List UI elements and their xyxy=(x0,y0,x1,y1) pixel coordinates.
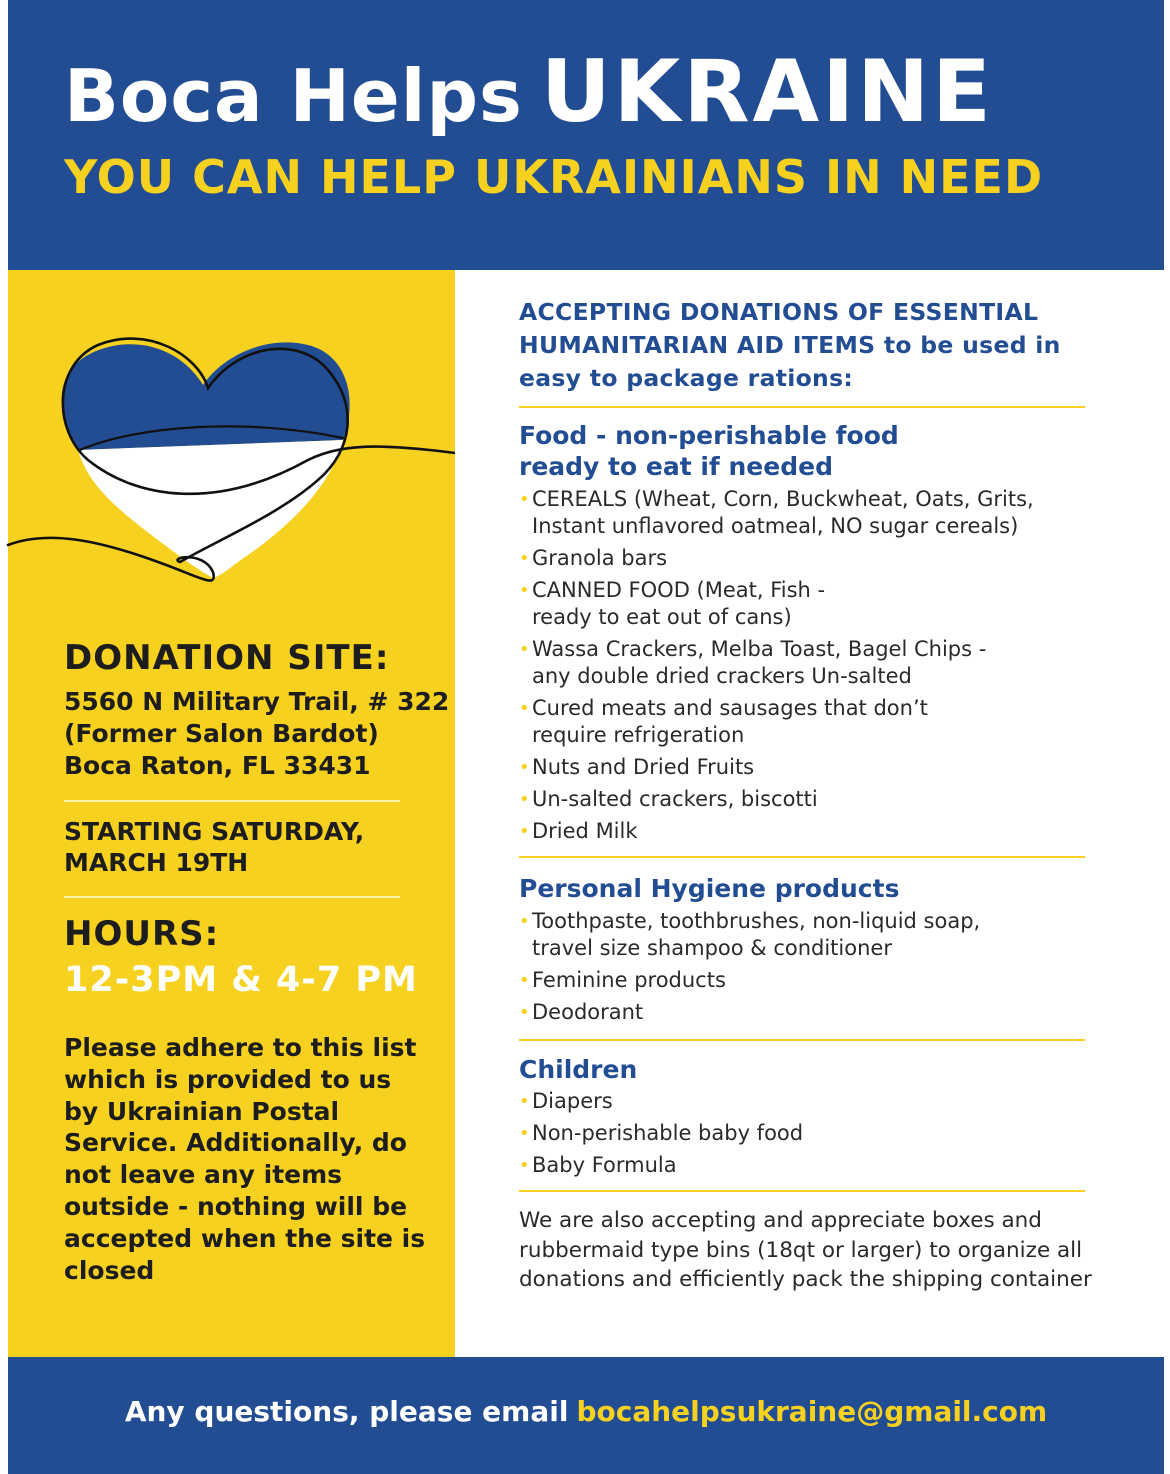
address-line: (Former Salon Bardot) xyxy=(64,719,379,748)
divider xyxy=(519,1190,1085,1192)
list-item xyxy=(519,695,1109,749)
list-item-line: travel size shampoo & conditioner xyxy=(532,936,892,960)
list-item xyxy=(519,908,1109,962)
footer-banner xyxy=(8,1357,1164,1474)
hours-value: 12-3PM & 4-7 PM xyxy=(64,960,418,1000)
list-item-line: • Toothpaste, toothbrushes, non-liquid soap, xyxy=(532,909,981,933)
list-item-line: • Feminine products xyxy=(532,968,726,992)
list-item-line: Instant unflavored oatmeal, NO sugar cereals) xyxy=(532,514,1019,538)
notice-text: Please adhere to this list which is provided to us by Ukrainian Postal Service. Additionally, do not leave any items outside - nothing will be accepted when the site is closed xyxy=(64,1033,426,1285)
list-item-line: • Baby Formula xyxy=(532,1153,677,1177)
children-list xyxy=(519,1088,1109,1184)
donation-address xyxy=(64,686,449,782)
donation-site-heading: DONATION SITE: xyxy=(64,638,390,678)
list-item xyxy=(519,754,1109,781)
list-item-line: • CEREALS (Wheat, Corn, Buckwheat, Oats, Grits, xyxy=(532,487,1034,511)
section-title-line: Food - non-perishable food xyxy=(519,421,899,450)
contact-question: Any questions, please email xyxy=(124,1395,569,1428)
list-item xyxy=(519,818,1109,845)
section-title-hygiene xyxy=(519,873,899,904)
list-item-line: require refrigeration xyxy=(532,723,745,747)
hygiene-list xyxy=(519,908,1109,1031)
page-title xyxy=(64,42,994,142)
list-item xyxy=(519,1152,1109,1179)
address-line: 5560 N Military Trail, # 322 xyxy=(64,687,450,716)
title-part-2: UKRAINE xyxy=(540,42,994,142)
start-date-line: STARTING SATURDAY, xyxy=(64,817,365,846)
intro-text: ACCEPTING DONATIONS OF ESSENTIAL HUMANITARIAN AID ITEMS to be used in easy to package rations: xyxy=(519,298,1061,392)
list-item-line: • CANNED FOOD (Meat, Fish - xyxy=(532,578,826,602)
start-date-line: MARCH 19TH xyxy=(64,848,249,877)
list-item xyxy=(519,545,1109,572)
list-item-line: • Nuts and Dried Fruits xyxy=(532,755,755,779)
divider xyxy=(64,896,400,898)
list-item-line: • Cured meats and sausages that don’t xyxy=(532,696,928,720)
hours-heading: HOURS: xyxy=(64,914,220,954)
title-part-1: Boca Helps xyxy=(64,54,523,138)
food-list xyxy=(519,486,1109,850)
list-item-line: • Dried Milk xyxy=(532,819,638,843)
heart-icon xyxy=(8,300,498,580)
left-panel xyxy=(8,270,455,1357)
address-line: Boca Raton, FL 33431 xyxy=(64,751,371,780)
list-item xyxy=(519,486,1109,540)
list-item xyxy=(519,967,1109,994)
start-date xyxy=(64,816,364,878)
list-item-line: • Un-salted crackers, biscotti xyxy=(532,787,818,811)
list-item-line: • Non-perishable baby food xyxy=(532,1121,804,1145)
list-item xyxy=(519,577,1109,631)
divider xyxy=(519,856,1085,858)
contact-line xyxy=(8,1395,1164,1428)
contact-email-link[interactable]: bocahelpsukraine@gmail.com xyxy=(576,1395,1048,1428)
header-banner xyxy=(8,0,1164,270)
section-title-line: Personal Hygiene products xyxy=(519,874,900,903)
right-panel xyxy=(455,270,1164,1357)
list-item xyxy=(519,999,1109,1026)
boxes-note: We are also accepting and appreciate boxes and rubbermaid type bins (18qt or larger) to organize all donations and efficiently pack the shipping container xyxy=(519,1208,1092,1292)
list-item-line: any double dried crackers Un-salted xyxy=(532,664,912,688)
list-item xyxy=(519,786,1109,813)
divider xyxy=(519,1039,1085,1041)
list-item xyxy=(519,636,1109,690)
list-item-line: • Diapers xyxy=(532,1089,613,1113)
list-item-line: • Granola bars xyxy=(532,546,668,570)
flyer xyxy=(8,0,1164,1474)
section-title-food xyxy=(519,420,899,482)
divider xyxy=(519,406,1085,408)
list-item-line: • Wassa Crackers, Melba Toast, Bagel Chips - xyxy=(532,637,987,661)
divider xyxy=(64,800,400,802)
list-item-line: • Deodorant xyxy=(532,1000,644,1024)
section-title-children xyxy=(519,1054,637,1085)
section-title-line: Children xyxy=(519,1055,638,1084)
subtitle: YOU CAN HELP UKRAINIANS IN NEED xyxy=(64,150,1044,204)
list-item xyxy=(519,1120,1109,1147)
section-title-line: ready to eat if needed xyxy=(519,452,833,481)
list-item-line: ready to eat out of cans) xyxy=(532,605,792,629)
list-item xyxy=(519,1088,1109,1115)
